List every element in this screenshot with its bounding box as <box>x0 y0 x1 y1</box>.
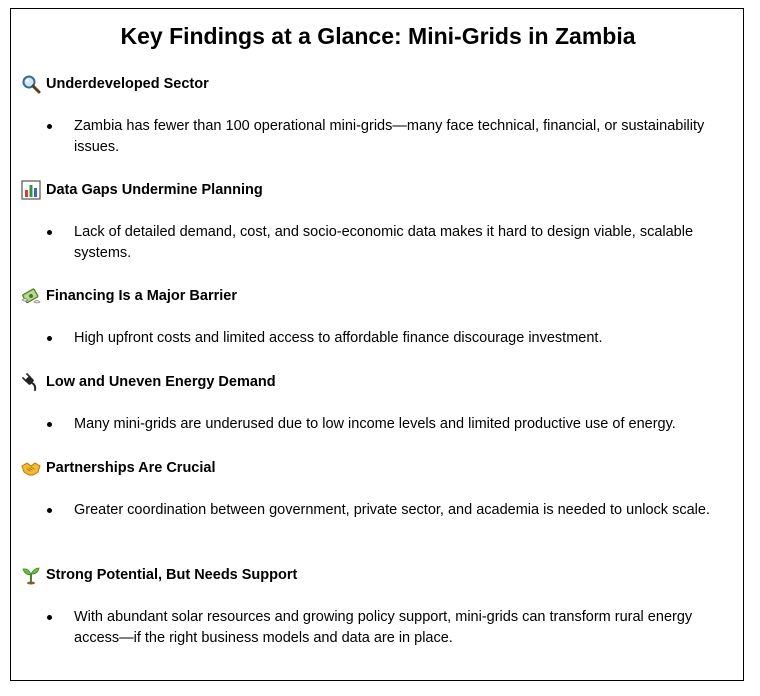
bullet-dot <box>47 422 52 427</box>
finding-heading <box>21 564 297 586</box>
finding-heading <box>21 285 237 307</box>
bullet-dot <box>47 336 52 341</box>
electric-plug-icon <box>21 372 41 392</box>
finding-bullet-text: Greater coordination between government, private sector, and academia is needed to unlock scale. <box>74 502 710 518</box>
finding-bullet-text: Lack of detailed demand, cost, and socio-economic data makes it hard to design viable, scalable systems. <box>74 224 694 261</box>
finding-bullet-text: With abundant solar resources and growing policy support, mini-grids can transform rural energy access—if the right business models and data are in place. <box>74 609 693 646</box>
finding-heading-label: Data Gaps Undermine Planning <box>46 182 263 198</box>
bullet-dot <box>47 124 52 129</box>
document-title: Key Findings at a Glance: Mini-Grids in Zambia <box>120 23 636 49</box>
money-with-wings-icon <box>21 286 41 306</box>
handshake-icon <box>21 458 41 478</box>
finding-bullet-text: Zambia has fewer than 100 operational mini-grids—many face technical, financial, or sustainability issues. <box>74 118 705 155</box>
finding-heading-label: Partnerships Are Crucial <box>46 460 216 476</box>
bullet-dot <box>47 508 52 513</box>
magnifying-glass-icon <box>21 74 41 94</box>
finding-heading-label: Low and Uneven Energy Demand <box>46 374 276 390</box>
finding-heading-label: Strong Potential, But Needs Support <box>46 567 298 583</box>
document-frame <box>10 8 744 681</box>
finding-heading <box>21 73 209 95</box>
finding-bullet-text: High upfront costs and limited access to affordable finance discourage investment. <box>74 330 603 346</box>
finding-bullet-text: Many mini-grids are underused due to low income levels and limited productive use of energy. <box>74 416 676 432</box>
finding-heading <box>21 179 263 201</box>
finding-heading-label: Financing Is a Major Barrier <box>46 288 237 304</box>
finding-heading-label: Underdeveloped Sector <box>46 76 209 92</box>
finding-heading <box>21 371 276 393</box>
bullet-dot <box>47 615 52 620</box>
bullet-dot <box>47 230 52 235</box>
bar-chart-icon <box>21 180 41 200</box>
finding-heading <box>21 457 216 479</box>
seedling-icon <box>21 565 41 585</box>
